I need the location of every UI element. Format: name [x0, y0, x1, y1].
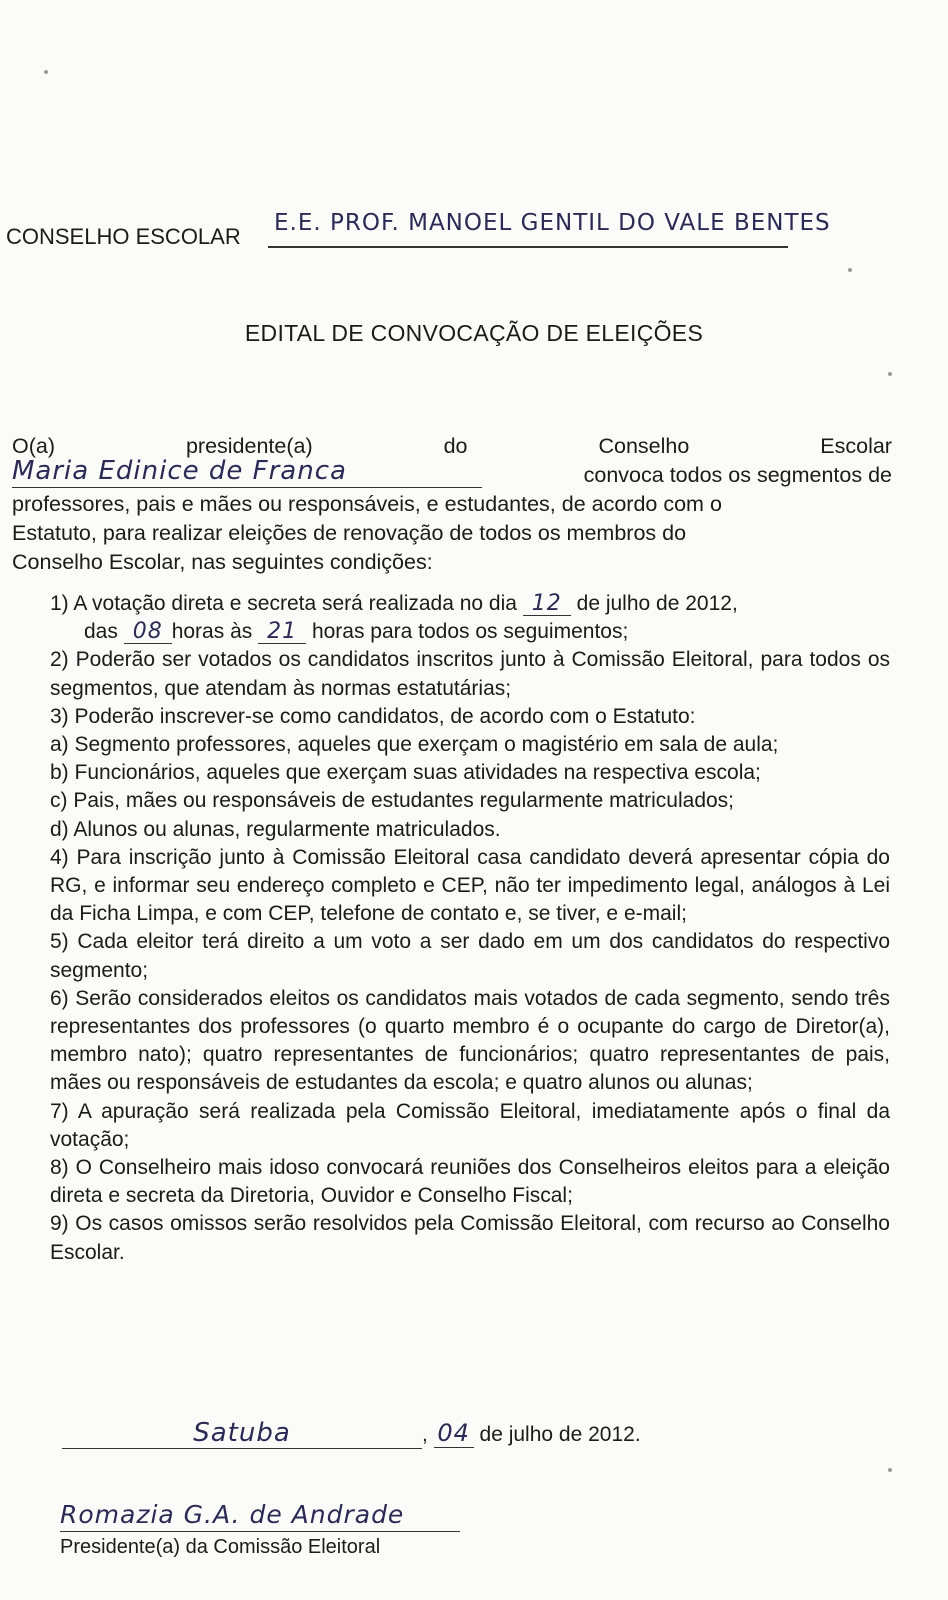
condition-6: 6) Serão considerados eleitos os candidatos mais votados de cada segmento, sendo três representantes dos professores (o quarto membro é o ocupante do cargo de Diretor(a), membro nato); quatro representantes de funcionários; quatro representantes de pais, mães ou responsáveis de estudantes da escola; e quatro alunos ou alunas; [50, 986, 890, 1095]
school-name-handwritten: E.E. PROF. MANOEL GENTIL DO VALE BENTES [274, 210, 831, 236]
intro-word: Conselho [598, 434, 690, 458]
condition-3d: d) Alunos ou alunas, regularmente matriculados. [50, 817, 501, 841]
date-rest: de julho de 2012. [479, 1423, 641, 1446]
date-line: Satuba , 04 de julho de 2012. [62, 1418, 762, 1449]
day-handwritten: 04 [434, 1419, 474, 1448]
condition-8: 8) O Conselheiro mais idoso convocará reuniões dos Conselheiros eleitos para a eleição direta e secreta da Diretoria, Ouvidor e Conselho Fiscal; [50, 1156, 890, 1208]
condition-1-text-4: horas às [171, 620, 253, 644]
scan-speck [888, 1468, 892, 1472]
condition-1-text: 1) A votação direta e secreta será realizada no dia [50, 592, 517, 615]
condition-3b: b) Funcionários, aqueles que exerçam suas atividades na respectiva escola; [50, 761, 761, 785]
condition-3: 3) Poderão inscrever-se como candidatos, de acordo com o Estatuto: [50, 704, 696, 728]
signature-handwritten: Romazia G.A. de Andrade [60, 1500, 405, 1529]
council-header [6, 210, 936, 256]
condition-1-text-2: de julho de 2012, [576, 592, 738, 615]
intro-line-2-text: convoca todos os segmentos de [583, 463, 892, 487]
signature-block [60, 1500, 480, 1559]
condition-4: 4) Para inscrição junto à Comissão Eleitoral casa candidato deverá apresentar cópia do RG, e informar seu endereço completo e CEP, não ter impedimento legal, análogos à Lei da Ficha Limpa, e com CEP, telefone de contato e, se tiver, e e-mail; [50, 845, 890, 926]
conditions-list [50, 590, 890, 1267]
intro-line-3: professores, pais e mães ou responsáveis, e estudantes, de acordo com o [12, 492, 722, 516]
signature-role: Presidente(a) da Comissão Eleitoral [60, 1536, 381, 1558]
president-name-field [12, 456, 482, 490]
vote-day-handwritten: 12 [531, 591, 562, 616]
condition-2: 2) Poderão ser votados os candidatos inscritos junto à Comissão Eleitoral, para todos os segmentos, que atendam às normas estatutárias; [50, 648, 890, 700]
intro-line-4: Estatuto, para realizar eleições de renovação de todos os membros do [12, 521, 687, 545]
intro-word: O(a) [12, 434, 55, 458]
scan-speck [888, 372, 892, 376]
council-label: CONSELHO ESCOLAR [6, 224, 241, 249]
intro-word: presidente(a) [185, 434, 313, 458]
start-hour-field [124, 621, 172, 644]
document-title: EDITAL DE CONVOCAÇÃO DE ELEIÇÕES [244, 320, 704, 346]
intro-line-2 [12, 456, 892, 490]
condition-1-text-5: horas para todos os seguimentos; [311, 620, 629, 644]
signature-line [60, 1531, 460, 1532]
condition-3c: c) Pais, mães ou responsáveis de estudantes regularmente matriculados; [50, 789, 735, 813]
president-name-underline [12, 487, 482, 488]
intro-word: Escolar [820, 434, 892, 458]
scan-speck [44, 70, 48, 74]
condition-3a: a) Segmento professores, aqueles que exerçam o magistério em sala de aula; [50, 733, 779, 757]
school-name-underline [268, 246, 788, 248]
intro-paragraph [12, 432, 892, 577]
scan-speck [848, 268, 852, 272]
condition-1 [50, 590, 890, 646]
start-hour-handwritten: 08 [132, 619, 163, 645]
condition-9: 9) Os casos omissos serão resolvidos pela Comissão Eleitoral, com recurso ao Conselho Escolar. [50, 1212, 890, 1264]
condition-1-text-3: das [84, 620, 118, 644]
vote-day-field [523, 593, 571, 616]
end-hour-field [258, 621, 306, 644]
city-handwritten: Satuba [62, 1418, 422, 1449]
condition-7: 7) A apuração será realizada pela Comissão Eleitoral, imediatamente após o final da votação; [50, 1099, 890, 1151]
end-hour-handwritten: 21 [267, 619, 298, 645]
condition-5: 5) Cada eleitor terá direito a um voto a ser dado em um dos candidatos do respectivo segmento; [50, 930, 890, 982]
intro-word: do [443, 434, 468, 458]
intro-line-5: Conselho Escolar, nas seguintes condições: [12, 550, 433, 574]
president-name-handwritten: Maria Edinice de Franca [12, 456, 347, 486]
